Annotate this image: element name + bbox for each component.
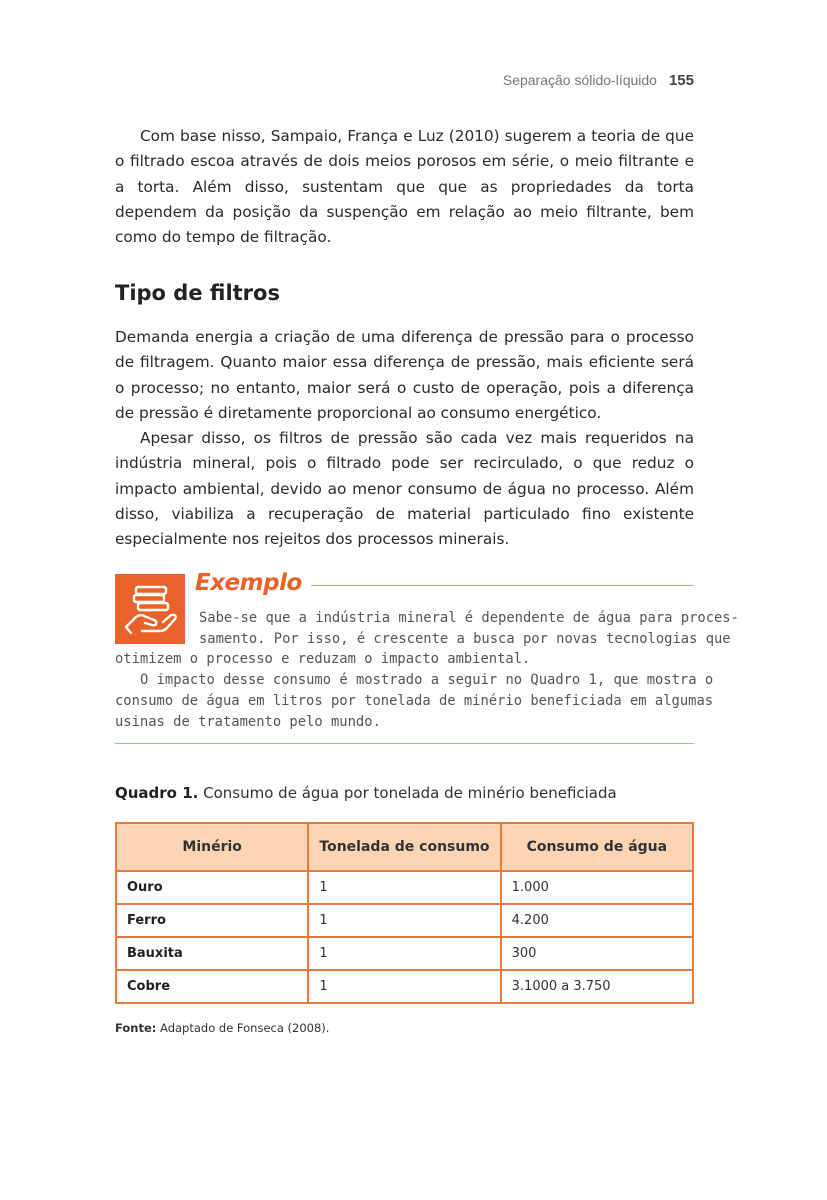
source-text: Adaptado de Fonseca (2008). <box>160 1021 330 1035</box>
example-title: Exemplo <box>195 570 302 596</box>
table-row <box>116 937 693 970</box>
table-cell: 300 <box>501 937 693 970</box>
table-cell: 3.1000 a 3.750 <box>501 970 693 1003</box>
table-header-row <box>116 823 693 871</box>
table-header-cell: Tonelada de consumo <box>308 823 500 871</box>
table-cell: 1 <box>308 871 500 904</box>
section-paragraph-2: Apesar disso, os filtros de pressão são cada vez mais requeridos na indústria mineral, pois o filtrado pode ser recirculado, o que reduz o impacto ambiental, devido ao menor consumo de água no processo. Além disso, viabiliza a recuperação de material particulado fino existente especialmente nos rejeitos dos processos minerais. <box>115 429 694 549</box>
table-row <box>116 970 693 1003</box>
running-title: Separação sólido-líquido <box>502 72 657 88</box>
table-row <box>116 904 693 937</box>
example-line-5: consumo de água em litros por tonelada de minério beneficiada em algumas <box>115 692 714 709</box>
example-title-rule <box>311 585 694 586</box>
running-header <box>503 72 694 89</box>
example-line-2: samento. Por isso, é crescente a busca por novas tecnologias que <box>199 630 731 647</box>
page-number: 155 <box>668 72 694 89</box>
example-bottom-rule <box>115 743 694 744</box>
table-row <box>116 871 693 904</box>
example-line-4: O impacto desse consumo é mostrado a seguir no Quadro 1, que mostra o <box>140 672 714 689</box>
table-cell: 1.000 <box>501 871 693 904</box>
table-caption-label: Quadro 1. <box>115 784 199 802</box>
table-cell: 1 <box>308 970 500 1003</box>
table-cell: 1 <box>308 937 500 970</box>
intro-paragraph: Com base nisso, Sampaio, França e Luz (2010) sugerem a teoria de que o filtrado escoa através de dois meios porosos em série, o meio filtrante e a torta. Além disso, sustentam que que as propriedades da torta dependem da posição da suspenção em relação ao meio filtrante, bem como do tempo de filtração. <box>115 127 694 247</box>
table-caption <box>115 784 617 802</box>
table-source <box>115 1021 329 1035</box>
example-text <box>115 608 739 732</box>
example-line-3: otimizem o processo e reduzam o impacto ambiental. <box>115 651 531 668</box>
table-caption-text: Consumo de água por tonelada de minério beneficiada <box>203 784 617 802</box>
example-line-6: usinas de tratamento pelo mundo. <box>115 713 381 730</box>
section-body <box>115 325 694 553</box>
example-line-1: Sabe-se que a indústria mineral é dependente de água para proces- <box>199 610 739 626</box>
table-cell: Ouro <box>116 871 308 904</box>
table-cell: Bauxita <box>116 937 308 970</box>
table-cell: Ferro <box>116 904 308 937</box>
table-header-cell: Consumo de água <box>501 823 693 871</box>
section-title: Tipo de filtros <box>115 281 280 305</box>
section-paragraph-1: Demanda energia a criação de uma diferença de pressão para o processo de filtragem. Quanto maior essa diferença de pressão, mais eficiente será o processo; no entanto, maior será o custo de operação, pois a diferença de pressão é diretamente proporcional ao consumo energético. <box>115 328 694 422</box>
table-cell: 4.200 <box>501 904 693 937</box>
table-cell: 1 <box>308 904 500 937</box>
water-consumption-table <box>115 822 694 1004</box>
source-label: Fonte: <box>115 1021 157 1035</box>
table-cell: Cobre <box>116 970 308 1003</box>
table-header-cell: Minério <box>116 823 308 871</box>
